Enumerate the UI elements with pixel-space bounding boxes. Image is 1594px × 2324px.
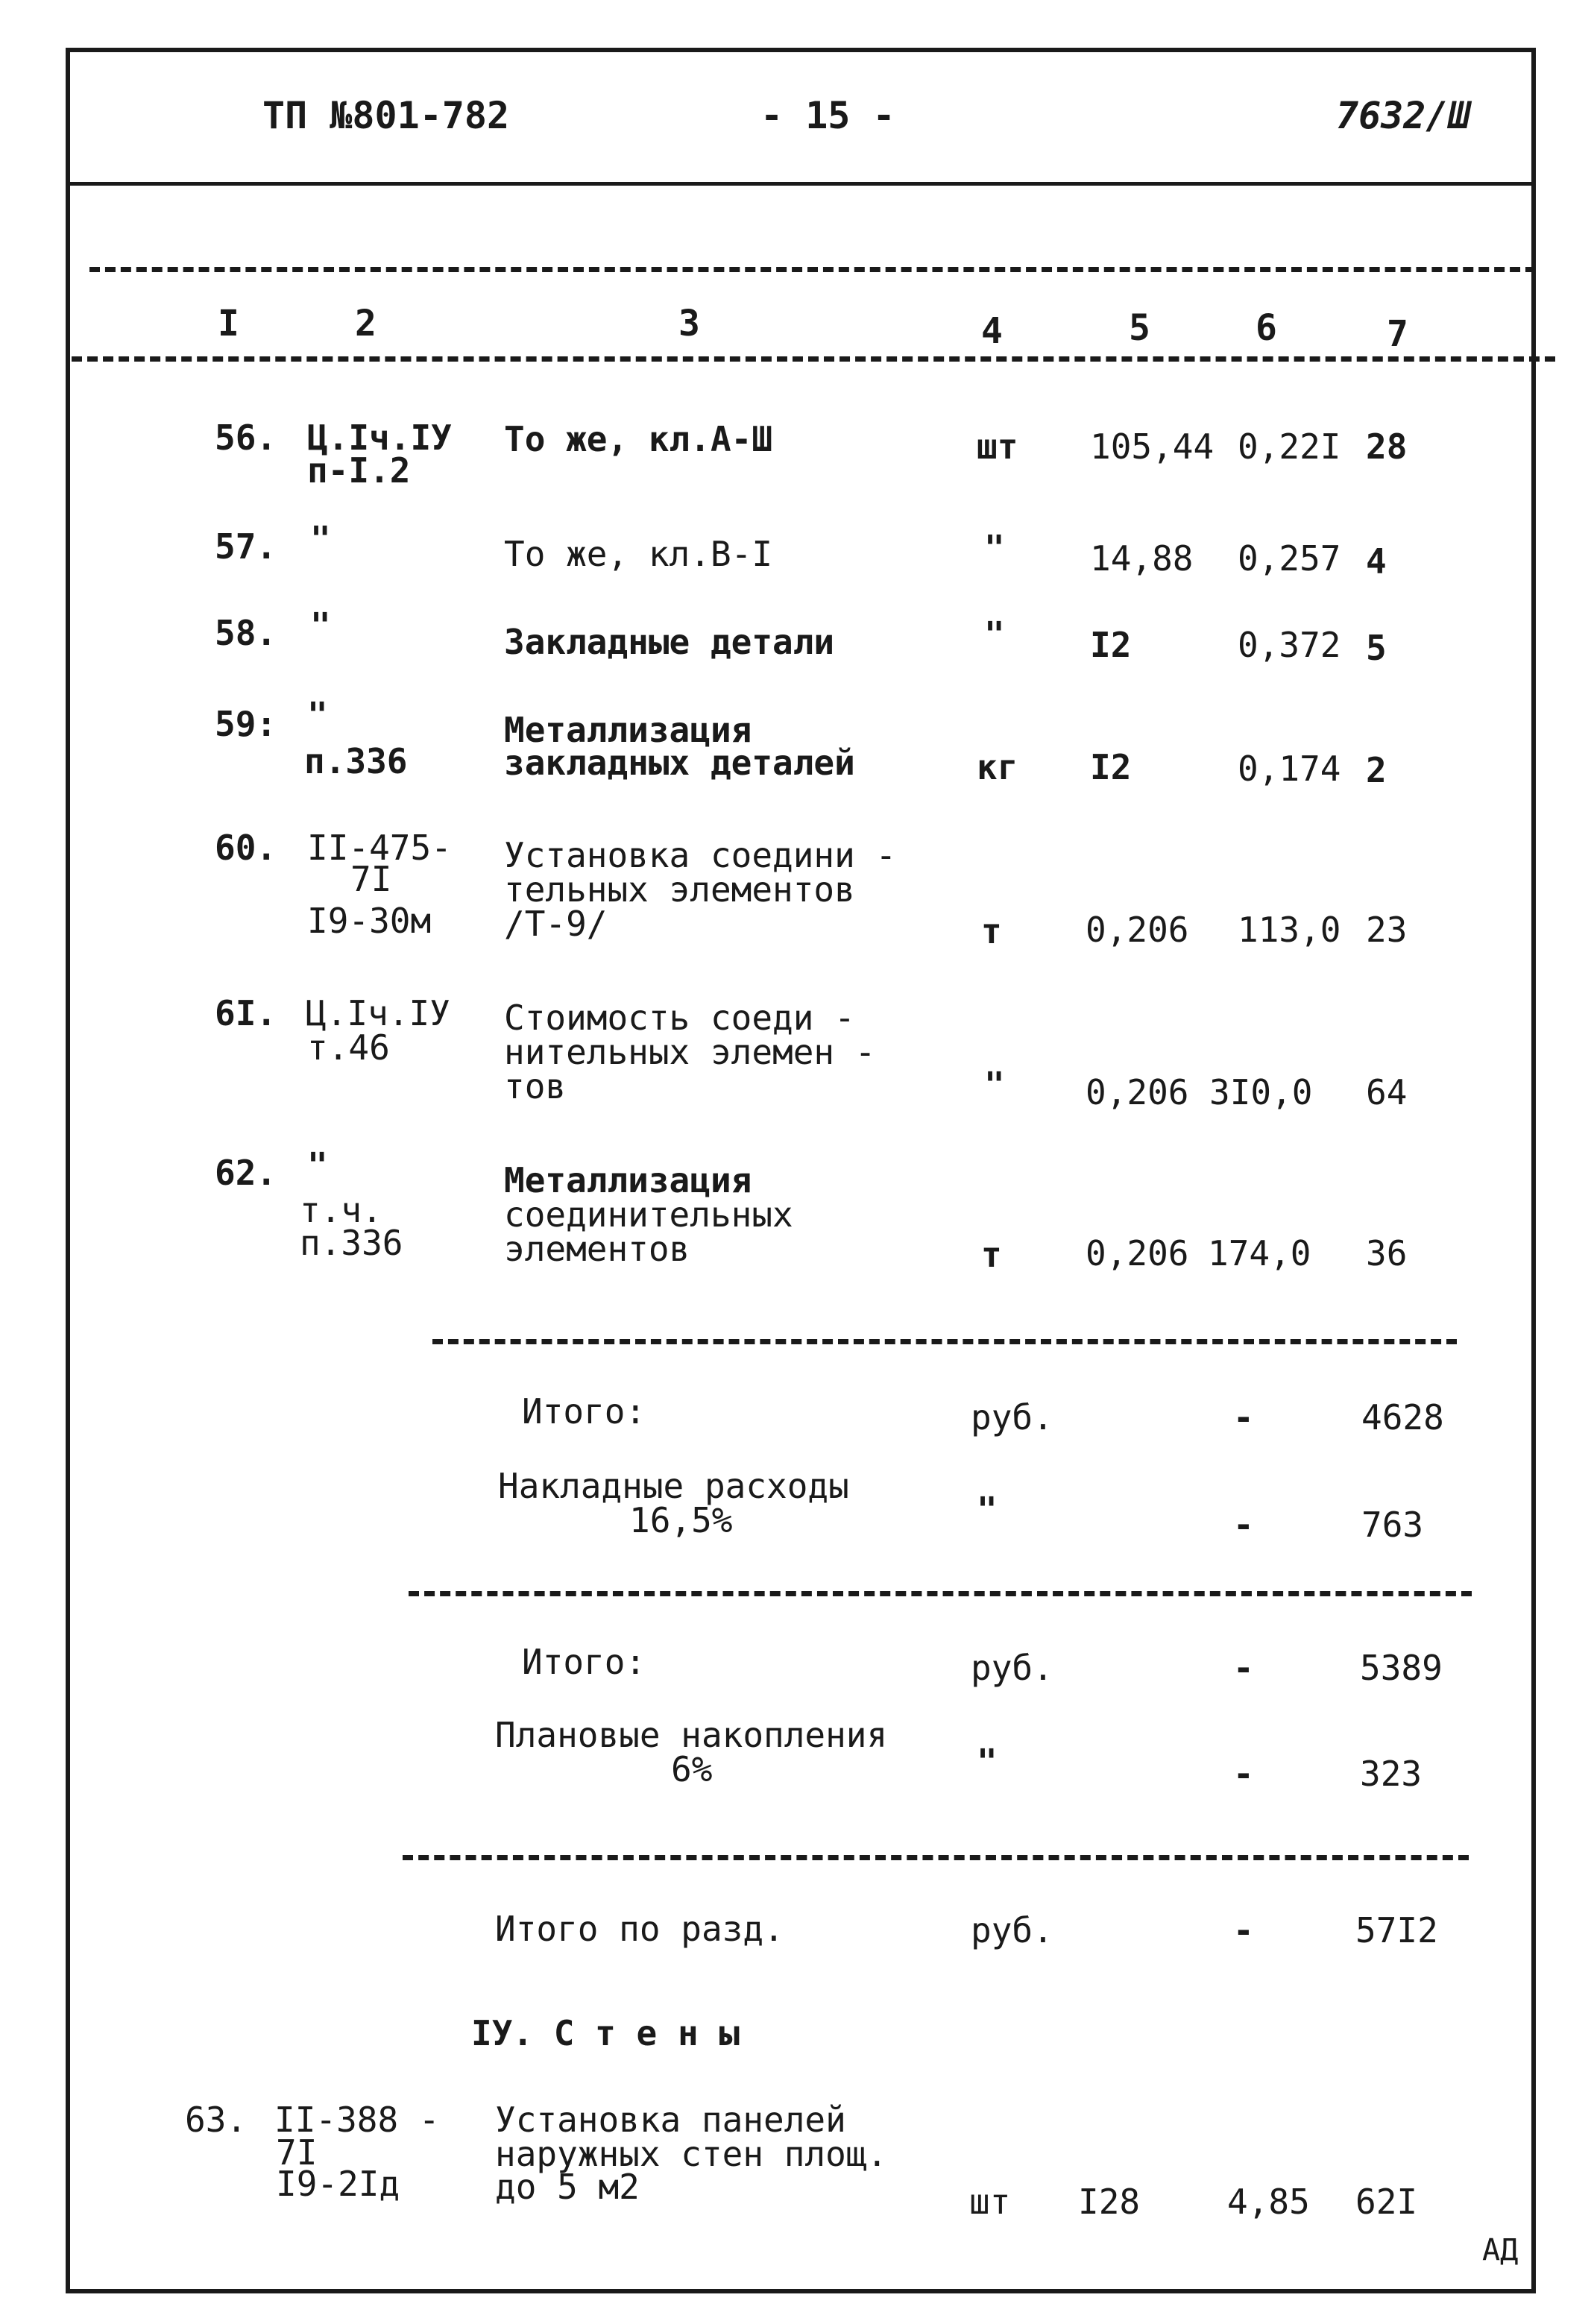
row-62-reference-line3: п.336 [300, 1223, 403, 1263]
row-56-quantity: 105,44 [1090, 426, 1215, 467]
header-divider [66, 182, 1536, 186]
row-60-number: 60. [215, 828, 277, 868]
row-61-total: 64 [1366, 1072, 1408, 1112]
summary-rule-3 [403, 1855, 1469, 1860]
row-63-description-line2: наружных стен площ. [495, 2134, 888, 2174]
row-59-reference-line2: п.336 [304, 741, 408, 781]
column-header-bottom-rule [72, 356, 1555, 362]
row-57-unit: " [984, 528, 1005, 568]
row-61-quantity: 0,206 [1086, 1072, 1189, 1112]
row-57-number: 57. [215, 526, 277, 567]
subtotal-2-label: Итого: [522, 1642, 646, 1682]
row-57-total: 4 [1366, 541, 1387, 582]
row-58-reference: " [310, 605, 331, 646]
column-number-7: 7 [1387, 313, 1408, 355]
section-total-unit: руб. [971, 1910, 1053, 1950]
column-number-5: 5 [1129, 307, 1150, 349]
row-60-quantity: 0,206 [1086, 910, 1189, 950]
row-56-unit-price: 0,22I [1238, 426, 1341, 467]
row-63-reference-line3: I9-2Iд [276, 2164, 400, 2204]
row-60-description-line2: тельных элементов [504, 869, 855, 910]
overhead-total: 763 [1361, 1505, 1424, 1545]
row-56-total: 28 [1366, 426, 1408, 467]
document-code: ТП №801-782 [262, 94, 510, 137]
row-60-reference-line2: 7I [350, 859, 392, 899]
overhead-label: Накладные расходы [498, 1466, 849, 1506]
subtotal-1-unit: руб. [971, 1397, 1053, 1437]
subtotal-1-dash: - [1233, 1397, 1254, 1437]
row-56-number: 56. [215, 418, 277, 458]
row-63-quantity: I28 [1078, 2182, 1141, 2222]
row-60-reference-line1: II-475- [307, 828, 452, 868]
row-58-number: 58. [215, 613, 277, 653]
row-56-reference-line2: п-I.2 [307, 450, 411, 491]
row-60-unit: т [981, 911, 1002, 951]
row-62-reference-line2: т.ч. [300, 1190, 382, 1230]
row-62-description-line2: соединительных [504, 1194, 793, 1235]
row-63-reference-line2: 7I [276, 2132, 318, 2173]
subtotal-2-dash: - [1233, 1648, 1254, 1688]
planned-savings-unit: " [977, 1742, 998, 1782]
row-58-description: Закладные детали [504, 622, 835, 662]
section-total-label: Итого по разд. [495, 1909, 784, 1949]
planned-savings-dash: - [1233, 1754, 1254, 1794]
row-60-unit-price: 113,0 [1238, 910, 1341, 950]
row-56-reference-line1: Ц.Iч.IУ [307, 418, 452, 458]
row-59-unit-price: 0,174 [1238, 749, 1341, 789]
row-59-number: 59: [215, 704, 277, 744]
column-number-3: 3 [678, 303, 700, 344]
row-61-description-line3: тов [504, 1066, 567, 1106]
planned-savings-percent: 6% [671, 1749, 713, 1789]
row-63-unit: шт [969, 2182, 1011, 2222]
row-63-unit-price: 4,85 [1227, 2182, 1310, 2222]
subtotal-1-label: Итого: [522, 1391, 646, 1432]
stamp-mark: АД [1482, 2233, 1519, 2267]
summary-rule-1 [432, 1339, 1457, 1344]
row-62-unit-price: 174,0 [1208, 1233, 1311, 1273]
overhead-unit: " [977, 1490, 998, 1530]
column-header-top-rule [89, 267, 1536, 272]
summary-rule-2 [409, 1591, 1472, 1596]
section-total-dash: - [1233, 1910, 1254, 1950]
row-62-number: 62. [215, 1153, 277, 1193]
row-61-unit-price: 3I0,0 [1209, 1072, 1313, 1112]
row-62-description-line3: элементов [504, 1229, 690, 1269]
row-63-description-line1: Установка панелей [495, 2100, 846, 2140]
row-58-unit: " [984, 614, 1005, 655]
column-number-2: 2 [355, 303, 377, 344]
row-61-description-line2: нительных элемен - [504, 1032, 876, 1072]
row-60-reference-line3: I9-30м [307, 901, 432, 941]
row-63-reference-line1: II-388 - [274, 2100, 440, 2140]
page-number: - 15 - [760, 94, 895, 137]
row-62-unit: т [981, 1235, 1002, 1275]
row-56-unit: шт [977, 426, 1018, 467]
row-62-quantity: 0,206 [1086, 1233, 1189, 1273]
row-60-total: 23 [1366, 910, 1408, 950]
row-61-reference-line1: Ц.Iч.IУ [306, 993, 450, 1033]
overhead-percent: 16,5% [629, 1500, 733, 1540]
page-frame [66, 48, 1536, 2293]
row-58-total: 5 [1366, 628, 1387, 668]
row-59-description-line1: Металлизация [504, 710, 752, 750]
row-57-quantity: 14,88 [1090, 538, 1194, 579]
section-total-total: 57I2 [1355, 1910, 1438, 1950]
overhead-dash: - [1233, 1505, 1254, 1545]
row-59-quantity: I2 [1090, 747, 1132, 787]
column-number-1: I [218, 303, 239, 344]
row-62-reference-line1: " [307, 1145, 328, 1185]
row-56-description: То же, кл.А-Ш [504, 419, 773, 459]
row-61-reference-line2: т.46 [307, 1027, 390, 1068]
column-number-6: 6 [1256, 307, 1277, 349]
planned-savings-total: 323 [1360, 1754, 1423, 1794]
row-61-number: 6I. [215, 993, 277, 1033]
subtotal-2-total: 5389 [1360, 1648, 1443, 1688]
subtotal-1-total: 4628 [1361, 1397, 1444, 1437]
subtotal-2-unit: руб. [971, 1648, 1053, 1688]
row-62-description-line1: Металлизация [504, 1160, 752, 1200]
planned-savings-label: Плановые накопления [495, 1715, 888, 1755]
row-59-reference-line1: " [307, 695, 328, 735]
row-58-quantity: I2 [1090, 625, 1132, 665]
row-60-description-line3: /Т-9/ [504, 904, 608, 944]
row-57-unit-price: 0,257 [1238, 538, 1341, 579]
row-57-description: То же, кл.В-I [504, 534, 773, 574]
row-63-description-line3: до 5 м2 [495, 2167, 640, 2207]
row-60-description-line1: Установка соедини - [504, 835, 897, 875]
row-59-total: 2 [1366, 750, 1387, 790]
row-58-unit-price: 0,372 [1238, 625, 1341, 665]
column-number-4: 4 [981, 310, 1003, 352]
row-59-description-line2: закладных деталей [504, 743, 855, 783]
row-62-total: 36 [1366, 1233, 1408, 1273]
row-59-unit: кг [977, 747, 1018, 787]
row-63-total: 62I [1355, 2182, 1418, 2222]
sheet-reference: 7632/Ш [1336, 94, 1471, 137]
row-61-description-line1: Стоимость соеди - [504, 998, 855, 1038]
section-title: IУ. С т е н ы [471, 2013, 740, 2053]
row-57-reference: " [310, 519, 331, 559]
row-63-number: 63. [185, 2100, 248, 2140]
row-61-unit: " [984, 1065, 1005, 1105]
